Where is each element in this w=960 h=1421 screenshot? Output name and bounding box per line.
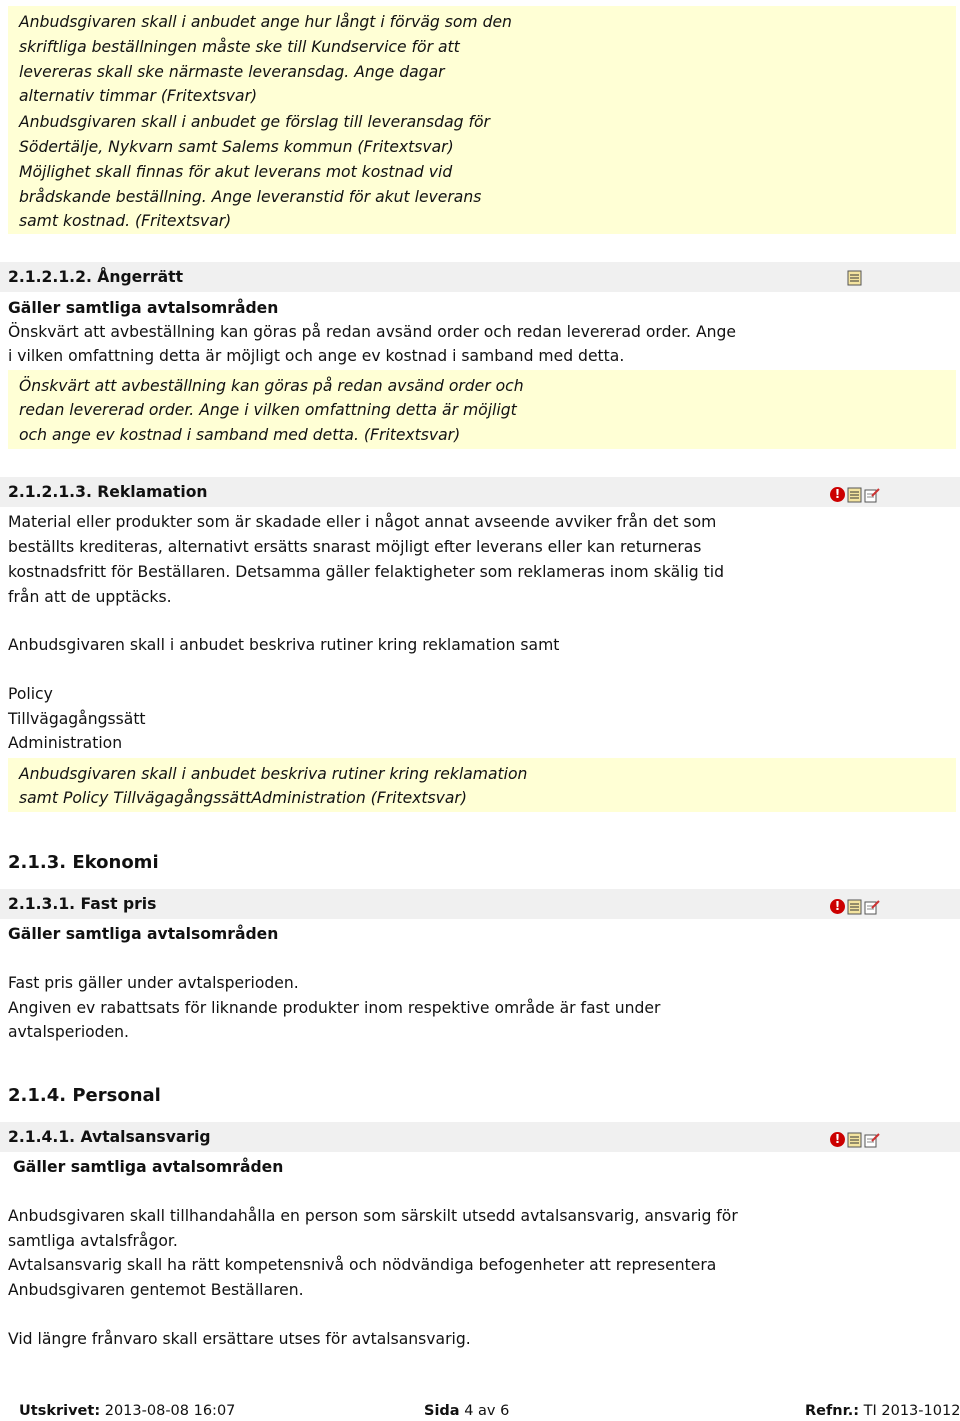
- body-line: Önskvärt att avbeställning kan göras på redan avsänd order och redan levererad order. Ange: [8, 323, 737, 341]
- answer-line: Anbudsgivaren skall i anbudet ge förslag till leveransdag för: [19, 113, 490, 131]
- chapter-heading-personal: 2.1.4. Personal: [8, 1085, 161, 1106]
- answer-line: Möjlighet skall finnas för akut leverans mot kostnad vid: [19, 163, 453, 181]
- body-line: i vilken omfattning detta är möjligt och ange ev kostnad i samband med detta.: [8, 347, 625, 365]
- answer-line: redan levererad order. Ange i vilken omfattning detta är möjligt: [19, 401, 517, 419]
- answer-line: Anbudsgivaren skall i anbudet ange hur långt i förväg som den: [19, 13, 512, 31]
- answer-line: samt Policy TillvägagångssättAdministration (Fritextsvar): [19, 789, 467, 807]
- section-heading-angerratt: 2.1.2.1.2. Ångerrätt: [8, 268, 184, 286]
- answer-line: levereras skall ske närmaste leveransdag. Ange dagar: [19, 63, 445, 81]
- section-heading-fast-pris: 2.1.3.1. Fast pris: [8, 895, 157, 913]
- edit-icon[interactable]: [864, 1132, 880, 1148]
- footer-page-label: Sida: [424, 1403, 460, 1419]
- section-icons: [830, 487, 880, 503]
- answer-line: skriftliga beställningen måste ske till Kundservice för att: [19, 38, 460, 56]
- footer-printed-label: Utskrivet:: [19, 1403, 101, 1419]
- section-icons: [847, 270, 862, 286]
- answer-line: Önskvärt att avbeställning kan göras på redan avsänd order och: [19, 377, 524, 395]
- document-icon[interactable]: [847, 899, 862, 915]
- answer-box-angerratt: [8, 370, 956, 449]
- section-scope: Gäller samtliga avtalsområden: [8, 299, 279, 317]
- body-line: Material eller produkter som är skadade eller i något annat avseende avviker från det som: [8, 513, 717, 531]
- footer-ref-label: Refnr.:: [805, 1403, 860, 1419]
- section-scope: Gäller samtliga avtalsområden: [13, 1158, 284, 1176]
- body-line: Angiven ev rabattsats för liknande produkter inom respektive område är fast under: [8, 999, 661, 1017]
- body-line: beställts krediteras, alternativt ersätts snarast möjligt efter leverans eller kan returneras: [8, 538, 702, 556]
- body-line: Anbudsgivaren skall tillhandahålla en person som särskilt utsedd avtalsansvarig, ansvarig för: [8, 1207, 738, 1225]
- body-line: från att de upptäcks.: [8, 588, 172, 606]
- edit-icon[interactable]: [864, 899, 880, 915]
- body-line: samtliga avtalsfrågor.: [8, 1232, 178, 1250]
- alert-icon[interactable]: !: [830, 487, 845, 502]
- answer-line: alternativ timmar (Fritextsvar): [19, 87, 258, 105]
- footer-page-value: 4 av 6: [464, 1403, 510, 1419]
- answer-line: Södertälje, Nykvarn samt Salems kommun (Fritextsvar): [19, 138, 454, 156]
- section-scope: Gäller samtliga avtalsområden: [8, 925, 279, 943]
- page-footer: [0, 1403, 960, 1421]
- footer-printed-value: 2013-08-08 16:07: [104, 1403, 236, 1419]
- body-line: Vid längre frånvaro skall ersättare utses för avtalsansvarig.: [8, 1330, 471, 1348]
- document-icon[interactable]: [847, 487, 862, 503]
- answer-line: samt kostnad. (Fritextsvar): [19, 212, 232, 230]
- document-icon[interactable]: [847, 1132, 862, 1148]
- chapter-heading-ekonomi: 2.1.3. Ekonomi: [8, 852, 159, 873]
- alert-icon[interactable]: !: [830, 1132, 845, 1147]
- document-icon[interactable]: [847, 270, 862, 286]
- section-icons: [830, 1132, 880, 1148]
- body-line: Anbudsgivaren skall i anbudet beskriva rutiner kring reklamation samt: [8, 636, 560, 654]
- footer-page: [424, 1403, 509, 1419]
- footer-ref: [805, 1403, 960, 1419]
- answer-box-leverans: [8, 6, 956, 234]
- section-icons: [830, 899, 880, 915]
- list-item: Policy: [8, 685, 53, 703]
- list-item: Tillvägagångssätt: [8, 710, 146, 728]
- section-heading-avtalsansvarig: 2.1.4.1. Avtalsansvarig: [8, 1128, 211, 1146]
- footer-ref-value: TI 2013-1012: [863, 1403, 960, 1419]
- answer-box-reklamation: [8, 758, 956, 812]
- list-item: Administration: [8, 734, 123, 752]
- body-line: avtalsperioden.: [8, 1023, 130, 1041]
- answer-line: och ange ev kostnad i samband med detta. (Fritextsvar): [19, 426, 461, 444]
- footer-printed: [19, 1403, 235, 1419]
- body-line: Avtalsansvarig skall ha rätt kompetensnivå och nödvändiga befogenheter att representera: [8, 1256, 717, 1274]
- body-line: Anbudsgivaren gentemot Beställaren.: [8, 1281, 304, 1299]
- alert-icon[interactable]: !: [830, 899, 845, 914]
- body-line: Fast pris gäller under avtalsperioden.: [8, 974, 299, 992]
- section-heading-reklamation: 2.1.2.1.3. Reklamation: [8, 483, 208, 501]
- answer-line: Anbudsgivaren skall i anbudet beskriva rutiner kring reklamation: [19, 765, 528, 783]
- edit-icon[interactable]: [864, 487, 880, 503]
- answer-line: brådskande beställning. Ange leveranstid för akut leverans: [19, 188, 482, 206]
- body-line: kostnadsfritt för Beställaren. Detsamma gäller felaktigheter som reklameras inom skälig tid: [8, 563, 724, 581]
